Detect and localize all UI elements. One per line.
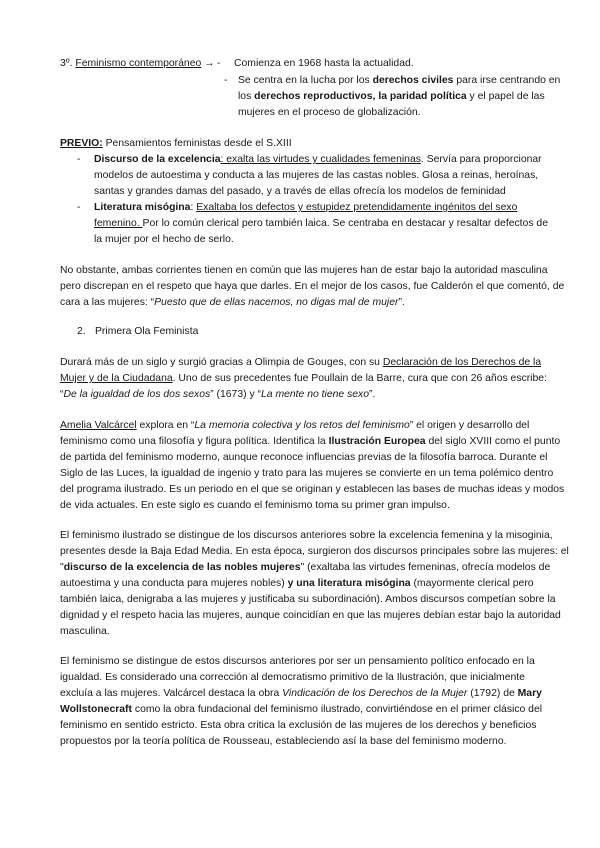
para2-line-2: Mujer y de la Ciudadana. Uno de sus precedentes fue Poullain de la Barre, cura que con 26 años escribe: xyxy=(60,373,547,384)
previo-item1-dash: - xyxy=(77,154,81,165)
section3-bullet-2-line-3: mujeres en el proceso de globalización. xyxy=(238,107,421,118)
para5-line-2: igualdad. Es considerado una corrección al democratismo primitivo de la Ilustración, que inicialmente xyxy=(60,672,525,683)
para4-line-2: presentes desde la Baja Edad Media. En esta época, surgieron dos discursos principales sobre las mujeres: el xyxy=(60,546,569,557)
previo-item2-line-3: la mujer por el hecho de serlo. xyxy=(94,234,234,245)
para3-line-6: de vida actuales. En este siglo es cuando el feminismo toma su primer gran impulso. xyxy=(60,500,450,511)
para1-line-1: No obstante, ambas corrientes tienen en común que las mujeres han de estar bajo la autoridad masculina xyxy=(60,265,548,276)
para4-line-5: también laica, denigraba a las mujeres y justificaba su subordinación). Ambos discursos competían sobre la xyxy=(60,594,556,605)
para4-line-6: dignidad y el respeto hacia las mujeres, aunque coincidían en que las mujeres debían estar bajo la autoridad xyxy=(60,610,561,621)
previo-item2-line-1: Literatura misógina: Exaltaba los defectos y estupidez pretendidamente ingénitos del sexo xyxy=(94,202,518,213)
section3-bullet-1: Comienza en 1968 hasta la actualidad. xyxy=(234,58,414,69)
para3-line-3: de partida del feminismo moderno, aunque reconoce influencias previas de la filosofía barroca. Durante el xyxy=(60,452,548,463)
para5-line-3: excluía a las mujeres. Valcárcel destaca la obra Vindicación de los Derechos de la Mujer (1792) de Mary xyxy=(60,688,542,699)
para3-line-1: Amelia Valcárcel explora en “La memoria colectiva y los retos del feminismo” el origen y desarrollo del xyxy=(60,420,530,431)
section3-bullet-2-line-1: Se centra en la lucha por los derechos civiles para irse centrando en xyxy=(238,75,561,86)
previo-heading: PREVIO: Pensamientos feministas desde el S.XIII xyxy=(60,138,292,149)
section3-bullet-2-line-2: los derechos reproductivos, la paridad política y el papel de las xyxy=(238,91,545,102)
para4-line-1: El feminismo ilustrado se distingue de los discursos anteriores sobre la excelencia femenina y la misoginia, xyxy=(60,530,553,541)
arrow-glyph: → xyxy=(201,58,215,69)
previo-item1-line-1: Discurso de la excelencia: exalta las virtudes y cualidades femeninas. Servía para proporcionar xyxy=(94,154,542,165)
para4-line-4: autoestima y una conducta para mujeres nobles) y una literatura misógina (mayormente clerical pero xyxy=(60,578,534,589)
previo-item1-line-3: santas y grandes damas del pasado, y a través de ellas ofrecía los modelos de feminidad xyxy=(94,186,506,197)
para4-line-3: "discurso de la excelencia de las nobles mujeres" (exaltaba las virtudes femeninas, ofrecía modelos de xyxy=(60,562,551,573)
para3-line-5: del programa ilustrado. Es un periodo en el que se originan y establecen las bases de muchas ideas y modos xyxy=(60,484,565,495)
para3-line-4: Siglo de las Luces, la igualdad de ingenio y trato para las mujeres se convierte en un tema polémico dentro xyxy=(60,468,554,479)
section3-heading xyxy=(60,57,215,70)
para3-line-2: feminismo como una filosofía y figura política. Identifica la Ilustración Europea del siglo XVIII como el punto xyxy=(60,436,561,447)
section3-bullet-dash-1: - xyxy=(217,58,221,69)
previo-label: PREVIO: xyxy=(60,138,103,149)
para4-line-7: masculina. xyxy=(60,626,110,637)
para2-line-3: “De la igualdad de los dos sexos” (1673) y “La mente no tiene sexo”. xyxy=(60,389,376,400)
heading2-number: 2. xyxy=(77,326,86,337)
heading2-title: Primera Ola Feminista xyxy=(95,326,199,337)
para1-line-2: pero discrepan en el respeto que haya que darles. En el mejor de los casos, fue Calderón el que comentó, de xyxy=(60,281,565,292)
para5-line-6: propuestos por la teoría política de Rousseau, estableciendo así la base del feminismo moderno. xyxy=(60,736,507,747)
para2-line-1: Durará más de un siglo y surgió gracias a Olimpia de Gouges, con su Declaración de los Derechos de la xyxy=(60,357,542,368)
para5-line-4: Wollstonecraft como la obra fundacional del feminismo ilustrado, convirtiéndose en el primer clásico del xyxy=(60,704,543,715)
para5-line-1: El feminismo se distingue de estos discursos anteriores por ser un pensamiento político enfocado en la xyxy=(60,656,535,667)
section3-label: 3º. xyxy=(60,58,76,69)
previo-item2-dash: - xyxy=(77,202,81,213)
previo-item2-line-2: femenino. Por lo común clerical pero también laica. Se centraba en destacar y resaltar defectos de xyxy=(94,218,548,229)
section3-title: Feminismo contemporáneo xyxy=(75,58,202,69)
para1-line-3: cara a las mujeres: “Puesto que de ellas nacemos, no digas mal de mujer”. xyxy=(60,297,405,308)
previo-item1-line-2: modelos de autoestima y conducta a las mujeres de las castas nobles. Glosa a reinas, heroínas, xyxy=(94,170,539,181)
section3-bullet-dash-2: - xyxy=(224,75,228,86)
para5-line-5: feminismo en sentido estricto. Esta obra critica la exclusión de las mujeres de los derechos y beneficios xyxy=(60,720,537,731)
